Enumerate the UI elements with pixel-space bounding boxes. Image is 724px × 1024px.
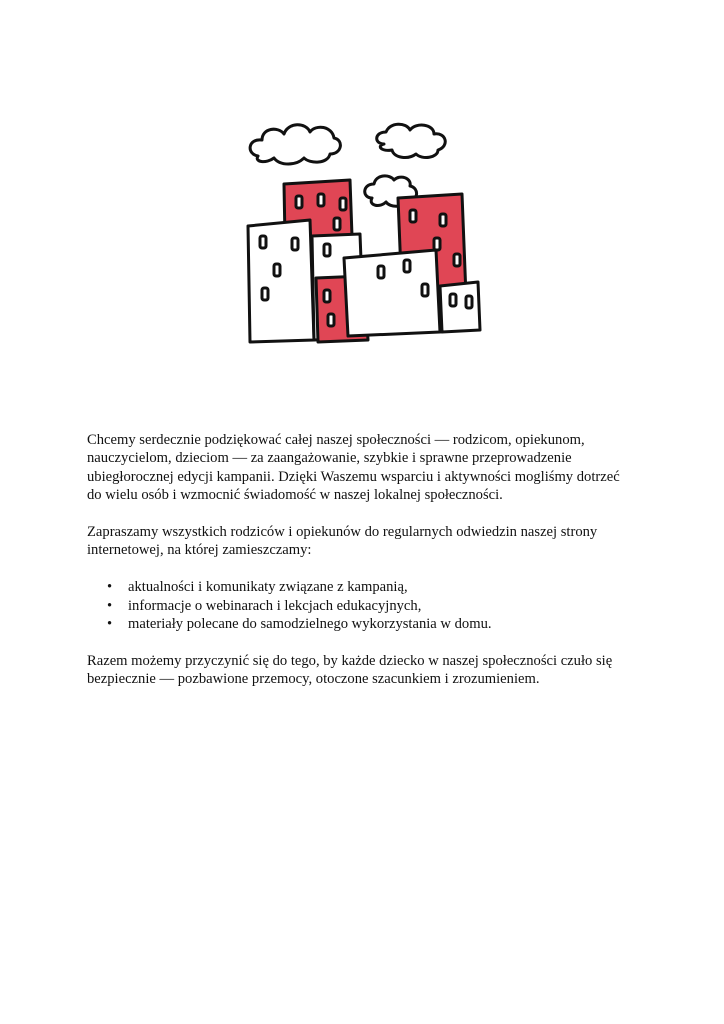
- document-body: [87, 431, 637, 707]
- resources-list: [87, 578, 637, 633]
- city-buildings-with-clouds-icon: [244, 118, 484, 348]
- list-item: [87, 597, 637, 615]
- bullet-icon: •: [107, 579, 113, 596]
- list-item: [87, 578, 637, 596]
- list-item: [87, 615, 637, 633]
- building-white-center-icon: [344, 250, 440, 336]
- invite-paragraph: Zapraszamy wszystkich rodziców i opiekunów do regularnych odwiedzin naszej strony internetowej, na której zamieszczamy:: [87, 524, 598, 559]
- cloud-right-icon: [377, 124, 446, 157]
- list-item-text: materiały polecane do samodzielnego wykorzystania w domu.: [128, 616, 492, 633]
- cloud-left-icon: [250, 125, 340, 164]
- closing-paragraph: Razem możemy przyczynić się do tego, by każde dziecko w naszej społeczności czuło się bezpiecznie — pozbawione przemocy, otoczone szacunkiem i zrozumieniem.: [87, 652, 613, 688]
- building-white-right-icon: [440, 282, 480, 332]
- intro-paragraph: Chcemy serdecznie podziękować całej naszej społeczności — rodzicom, opiekunom, nauczycielom, dzieciom — za zaangażowanie, szybkie i sprawne przeprowadzenie ubiegłorocznej edycji kampanii. Dzięki Waszemu wsparciu i aktywności mogliśmy dotrzeć do wielu osób i wzmocnić świadomość w naszej lokalnej społeczności.: [87, 432, 620, 504]
- building-white-left-icon: [248, 220, 314, 342]
- bullet-icon: •: [107, 616, 113, 633]
- list-item-text: aktualności i komunikaty związane z kampanią,: [128, 579, 408, 596]
- bullet-icon: •: [107, 597, 113, 614]
- list-item-text: informacje o webinarach i lekcjach edukacyjnych,: [128, 597, 422, 614]
